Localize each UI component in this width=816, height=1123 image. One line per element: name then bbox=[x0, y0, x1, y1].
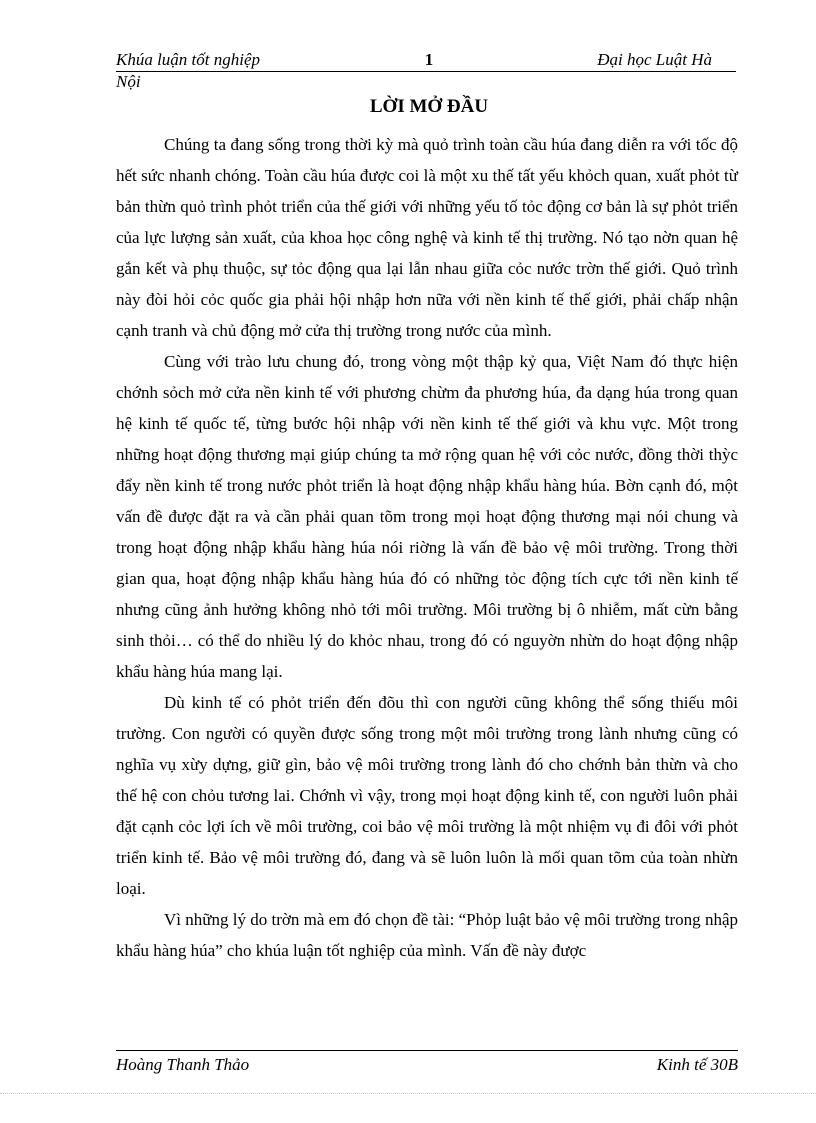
header-university: Đại học Luật Hà bbox=[597, 50, 712, 69]
paragraph-1: Chúng ta đang sống trong thời kỳ mà quỏ trình toàn cầu húa đang diễn ra với tốc độ hết sức nhanh chóng. Toàn cầu húa được coi là một xu thế tất yếu khỏch quan, xuất phỏt từ bản thừn quỏ trình phỏt triển của thế giới với những yếu tố tỏc động cơ bản là sự phỏt triển của lực lượng sản xuất, của khoa học công nghệ và kinh tế thị trường. Nó tạo nờn quan hệ gắn kết và phụ thuộc, sự tỏc động qua lại lẫn nhau giữa cỏc nước trờn thế giới. Quỏ trình này đòi hỏi cỏc quốc gia phải hội nhập hơn nữa với nền kinh tế thế giới, phải chấp nhận cạnh tranh và chủ động mở cửa thị trường trong nước của mình. bbox=[116, 135, 738, 340]
document-body bbox=[116, 129, 738, 966]
page-title: LỜI MỞ ĐẦU bbox=[369, 96, 489, 117]
page-header bbox=[116, 50, 736, 72]
footer-class: Kinh tế 30B bbox=[656, 1055, 738, 1074]
header-university-wrap: Nội bbox=[116, 72, 141, 91]
header-rule bbox=[116, 71, 736, 72]
paragraph-4: Vì những lý do trờn mà em đó chọn đề tài: “Phỏp luật bảo vệ môi trường trong nhập khẩu hàng húa” cho khúa luận tốt nghiệp của mình. Vấn đề này được bbox=[116, 910, 738, 960]
paragraph-2: Cùng với trào lưu chung đó, trong vòng một thập kỷ qua, Việt Nam đó thực hiện chớnh sỏch mở cửa nền kinh tế với phương chừm đa phương húa, đa dạng húa trong quan hệ kinh tế quốc tế, từng bước hội nhập với nền kinh tế thế giới và khu vực. Một trong những hoạt động thương mại giúp chúng ta mở rộng quan hệ với cỏc nước, đồng thời thỳc đẩy nền kinh tế trong nước phỏt triển là hoạt động nhập khẩu hàng húa. Bờn cạnh đó, một vấn đề được đặt ra và cần phải quan tõm trong mọi hoạt động thương mại nói chung và trong hoạt động nhập khẩu hàng húa nói riờng là vấn đề bảo vệ môi trường. Trong thời gian qua, hoạt động nhập khẩu hàng húa đó có những tỏc động tích cực tới nền kinh tế nhưng cũng ảnh hưởng không nhỏ tới môi trường. Môi trường bị ô nhiễm, mất cừn bằng sinh thỏi… có thể do nhiều lý do khỏc nhau, trong đó có nguyờn nhừn do hoạt động nhập khẩu hàng húa mang lại. bbox=[116, 352, 738, 681]
page-bottom-divider bbox=[0, 1093, 816, 1094]
header-thesis-label: Khúa luận tốt nghiệp bbox=[116, 50, 261, 69]
footer-rule bbox=[116, 1050, 738, 1051]
footer-author: Hoàng Thanh Thảo bbox=[116, 1055, 250, 1074]
page-number: 1 bbox=[424, 50, 434, 69]
paragraph-3: Dù kinh tế có phỏt triển đến đõu thì con người cũng không thể sống thiếu môi trường. Con người có quyền được sống trong một môi trường trong lành nhưng cũng có nghĩa vụ xừy dựng, giữ gìn, bảo vệ môi trường trong lành đó cho chớnh bản thừn và cho thế hệ con chỏu tương lai. Chớnh vì vậy, trong mọi hoạt động kinh tế, con người luôn phải đặt cạnh cỏc lợi ích về môi trường, coi bảo vệ môi trường là một nhiệm vụ đi đôi với phỏt triển kinh tế. Bảo vệ môi trường đó, đang và sẽ luôn luôn là mối quan tõm của toàn nhừn loại. bbox=[116, 693, 738, 898]
